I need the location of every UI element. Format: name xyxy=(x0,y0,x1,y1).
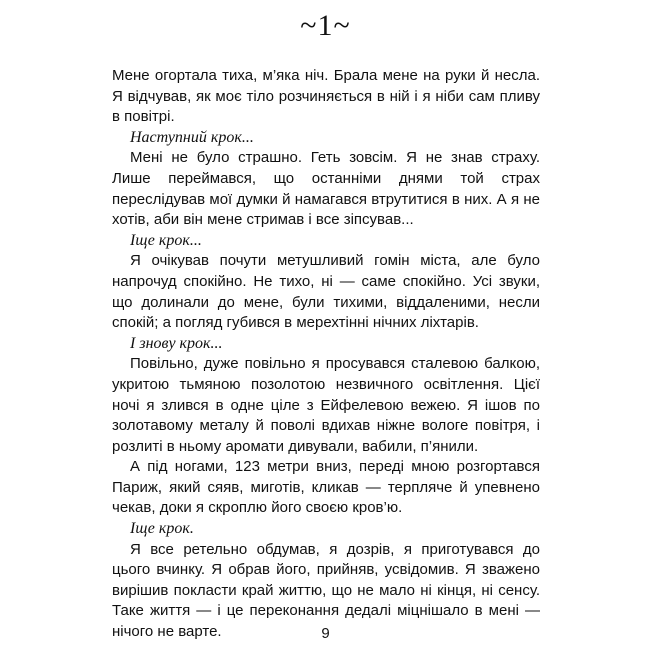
step-line: Іще крок. xyxy=(130,520,194,538)
paragraph: Мені не було страшно. Геть зовсім. Я не знав страху. Лише переймався, що останніми днями той страх переслідував мої думки й намагався втрутитися в них. А я не хотів, аби він мене стримав і все зіпсував... xyxy=(112,149,540,229)
page-number: 9 xyxy=(321,625,330,642)
chapter-text xyxy=(112,66,540,643)
paragraph: А під ногами, 123 метри вниз, переді мною розгортався Париж, який сяяв, миготів, кликав — терпляче й упевнено чекав, доки я скроплю його своєю кров’ю. xyxy=(112,458,540,517)
step-line: Наступний крок... xyxy=(130,128,254,146)
step-line: Іще крок... xyxy=(130,231,202,249)
chapter-heading: ~1~ xyxy=(300,9,351,42)
paragraph: Мене огортала тиха, м’яка ніч. Брала мене на руки й несла. Я відчував, як моє тіло розчиняється в ній і я ніби сам пливу в повітрі. xyxy=(112,67,540,126)
paragraph: Повільно, дуже повільно я просувався сталевою балкою, укритою тьмяною позолотою незвичного освітлення. Цієї ночі я злився в одне ціле з Ейфелевою вежею. Я ішов по золотавому металу й поволі вдихав ніжне вологе повітря, і розлиті в ньому аромати дивували, вабили, п’янили. xyxy=(112,355,540,455)
paragraph: Я очікував почути метушливий гомін міста, але було напрочуд спокійно. Не тихо, ні — саме спокійно. Усі звуки, що долинали до мене, були тихими, віддаленими, несли спокій; а погляд губився в мерехтінні нічних ліхтарів. xyxy=(112,252,540,332)
step-line: І знову крок... xyxy=(130,334,223,352)
paragraph: Я все ретельно обдумав, я дозрів, я приготувався до цього вчинку. Я обрав його, прийняв, усвідомив. Я зважено вирішив покласти край життю, що не мало ні кінця, ні сенсу. Таке життя — і це переконання дедалі міцнішало в мені — нічого не варте. xyxy=(112,540,540,641)
